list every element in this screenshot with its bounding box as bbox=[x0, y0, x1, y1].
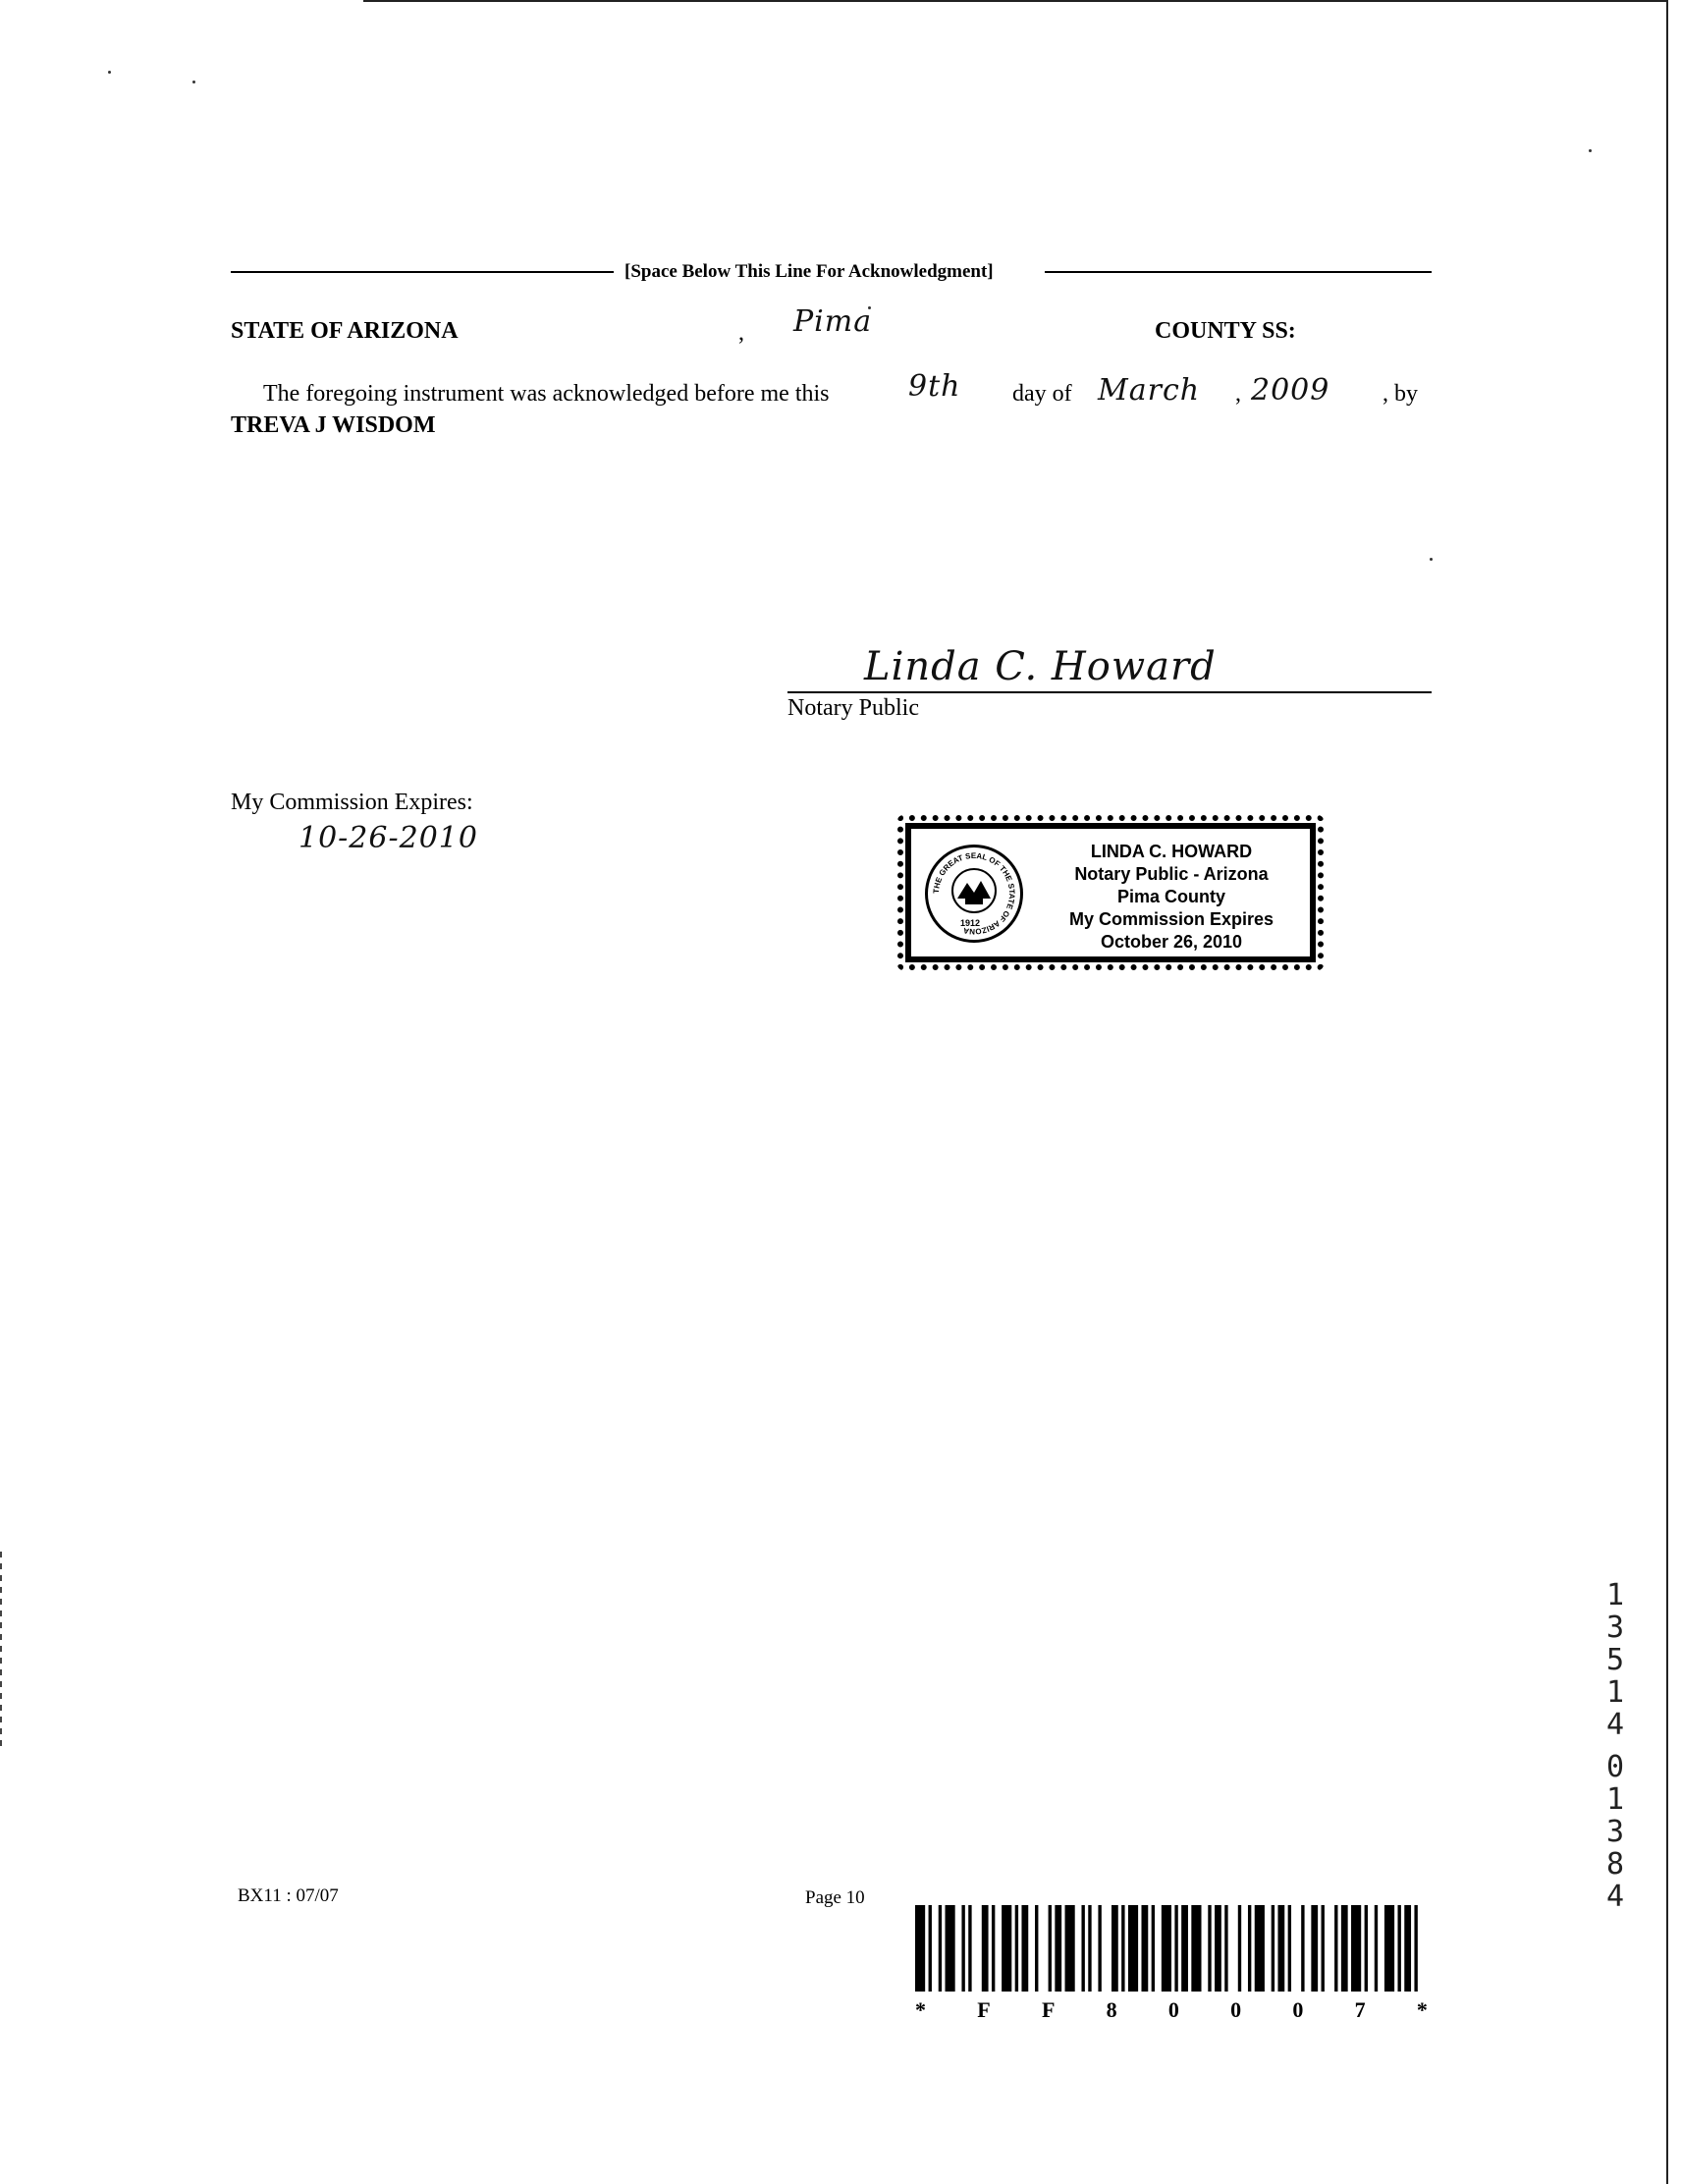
barcode-bar bbox=[961, 1905, 964, 1992]
side-digit: 1 bbox=[1605, 1782, 1625, 1817]
barcode-bar bbox=[1128, 1905, 1138, 1992]
barcode-char: F bbox=[977, 1997, 991, 2022]
barcode-char: * bbox=[915, 1997, 926, 2022]
side-digit: 0 bbox=[1605, 1750, 1625, 1784]
barcode-char: 0 bbox=[1167, 1997, 1179, 2022]
barcode-bar bbox=[1351, 1905, 1361, 1992]
barcode-bar bbox=[1334, 1905, 1337, 1992]
side-digit: 1 bbox=[1605, 1675, 1625, 1710]
signer-name: TREVA J WISDOM bbox=[231, 412, 436, 438]
barcode-bar bbox=[1152, 1905, 1155, 1992]
page-number: Page 10 bbox=[805, 1887, 865, 1908]
header-rule-left bbox=[231, 271, 614, 273]
barcode-bar bbox=[1311, 1905, 1318, 1992]
barcode-char: 7 bbox=[1354, 1997, 1366, 2022]
arizona-state-seal-icon bbox=[925, 845, 1023, 943]
barcode-char: 0 bbox=[1292, 1997, 1304, 2022]
side-digit: 4 bbox=[1605, 1880, 1625, 1914]
barcode-bar bbox=[1414, 1905, 1417, 1992]
stamp-title: Notary Public - Arizona bbox=[1074, 864, 1269, 884]
barcode-char: F bbox=[1041, 1997, 1056, 2022]
barcode-bar bbox=[1141, 1905, 1148, 1992]
side-digit: 8 bbox=[1605, 1847, 1625, 1882]
side-digit: 3 bbox=[1605, 1611, 1625, 1645]
barcode-bar bbox=[1397, 1905, 1400, 1992]
notary-stamp bbox=[905, 823, 1316, 962]
barcode-bar bbox=[1301, 1905, 1304, 1992]
day-of-text: day of bbox=[1012, 381, 1072, 407]
seal-year: 1912 bbox=[960, 918, 981, 928]
commission-label: My Commission Expires: bbox=[231, 790, 473, 815]
scan-speck bbox=[1430, 558, 1433, 561]
barcode-bar bbox=[1277, 1905, 1284, 1992]
scan-speck bbox=[1589, 149, 1592, 152]
stamp-county: Pima County bbox=[1116, 887, 1225, 906]
state-label: STATE OF ARIZONA bbox=[231, 318, 459, 344]
barcode-bar bbox=[1404, 1905, 1411, 1992]
barcode-bar bbox=[1065, 1905, 1075, 1992]
seal-text: THE GREAT SEAL OF THE STATE OF ARIZONA bbox=[931, 850, 1017, 937]
barcode-bar bbox=[1121, 1905, 1124, 1992]
barcode-bar bbox=[1248, 1905, 1251, 1992]
stamp-text-block bbox=[1039, 841, 1304, 954]
side-digit: 4 bbox=[1605, 1708, 1625, 1742]
barcode-bar bbox=[1035, 1905, 1038, 1992]
month-comma: , bbox=[1235, 381, 1241, 407]
side-digit: 5 bbox=[1605, 1643, 1625, 1677]
barcode-bar bbox=[1162, 1905, 1171, 1992]
notary-public-label: Notary Public bbox=[787, 695, 919, 721]
side-digit: 3 bbox=[1605, 1815, 1625, 1849]
by-text: , by bbox=[1383, 381, 1418, 407]
barcode-bar bbox=[1088, 1905, 1091, 1992]
state-comma: , bbox=[738, 320, 744, 346]
barcode-bar bbox=[1224, 1905, 1227, 1992]
barcode-char: 8 bbox=[1106, 1997, 1117, 2022]
barcode-bar bbox=[1341, 1905, 1348, 1992]
barcode-bar bbox=[992, 1905, 995, 1992]
barcode-bar bbox=[929, 1905, 932, 1992]
scan-edge-right bbox=[1666, 0, 1668, 2184]
acknowledgment-text: The foregoing instrument was acknowledged before me this bbox=[263, 381, 830, 407]
barcode-bar bbox=[1322, 1905, 1325, 1992]
barcode-bar bbox=[939, 1905, 942, 1992]
header-rule-right bbox=[1045, 271, 1432, 273]
barcode-bar bbox=[1365, 1905, 1368, 1992]
barcode-bar bbox=[1215, 1905, 1221, 1992]
barcode-bar bbox=[968, 1905, 971, 1992]
barcode-bar bbox=[1174, 1905, 1177, 1992]
scan-speck bbox=[108, 71, 111, 74]
side-document-number bbox=[1600, 1579, 1630, 1913]
barcode-bar bbox=[1255, 1905, 1265, 1992]
barcode-bar bbox=[1055, 1905, 1061, 1992]
barcode-bar bbox=[1288, 1905, 1291, 1992]
barcode-bar bbox=[1191, 1905, 1201, 1992]
barcode-bar bbox=[1238, 1905, 1241, 1992]
barcode-bar bbox=[1272, 1905, 1274, 1992]
stamp-commission-label: My Commission Expires bbox=[1068, 909, 1274, 929]
barcode-bar bbox=[1098, 1905, 1101, 1992]
barcode-bar bbox=[1081, 1905, 1084, 1992]
day-handwritten: 9th bbox=[908, 369, 961, 404]
barcode-bar bbox=[1021, 1905, 1028, 1992]
barcode-text bbox=[915, 1997, 1428, 2023]
notary-signature: Linda C. Howard bbox=[864, 644, 1217, 689]
barcode-bar bbox=[1208, 1905, 1211, 1992]
acknowledgment-header: [Space Below This Line For Acknowledgment] bbox=[624, 261, 994, 282]
barcode-bar bbox=[1015, 1905, 1018, 1992]
signature-line bbox=[787, 691, 1432, 693]
scan-edge-top bbox=[363, 0, 1666, 2]
barcode-bar bbox=[1181, 1905, 1188, 1992]
county-ss-label: COUNTY SS: bbox=[1155, 318, 1296, 344]
barcode-bar bbox=[946, 1905, 955, 1992]
month-handwritten: March bbox=[1098, 373, 1201, 408]
scan-speck bbox=[192, 81, 195, 83]
commission-date-handwritten: 10-26-2010 bbox=[298, 821, 478, 855]
scan-edge-left bbox=[0, 1552, 2, 1748]
year-handwritten: 2009 bbox=[1251, 373, 1330, 408]
barcode-bar bbox=[982, 1905, 989, 1992]
side-digit: 1 bbox=[1605, 1578, 1625, 1612]
barcode-bar bbox=[1049, 1905, 1052, 1992]
barcode-bar bbox=[1375, 1905, 1378, 1992]
stamp-name: LINDA C. HOWARD bbox=[1090, 842, 1253, 861]
county-handwritten: Pima bbox=[793, 304, 873, 339]
form-id: BX11 : 07/07 bbox=[238, 1885, 339, 1906]
barcode-char: * bbox=[1416, 1997, 1428, 2022]
barcode-bar bbox=[1112, 1905, 1118, 1992]
barcode-bar bbox=[915, 1905, 925, 1992]
stamp-commission-date: October 26, 2010 bbox=[1100, 932, 1243, 952]
barcode-bar bbox=[1002, 1905, 1011, 1992]
barcode-bar bbox=[1384, 1905, 1394, 1992]
barcode-char: 0 bbox=[1230, 1997, 1242, 2022]
barcode-icon bbox=[915, 1905, 1428, 1992]
